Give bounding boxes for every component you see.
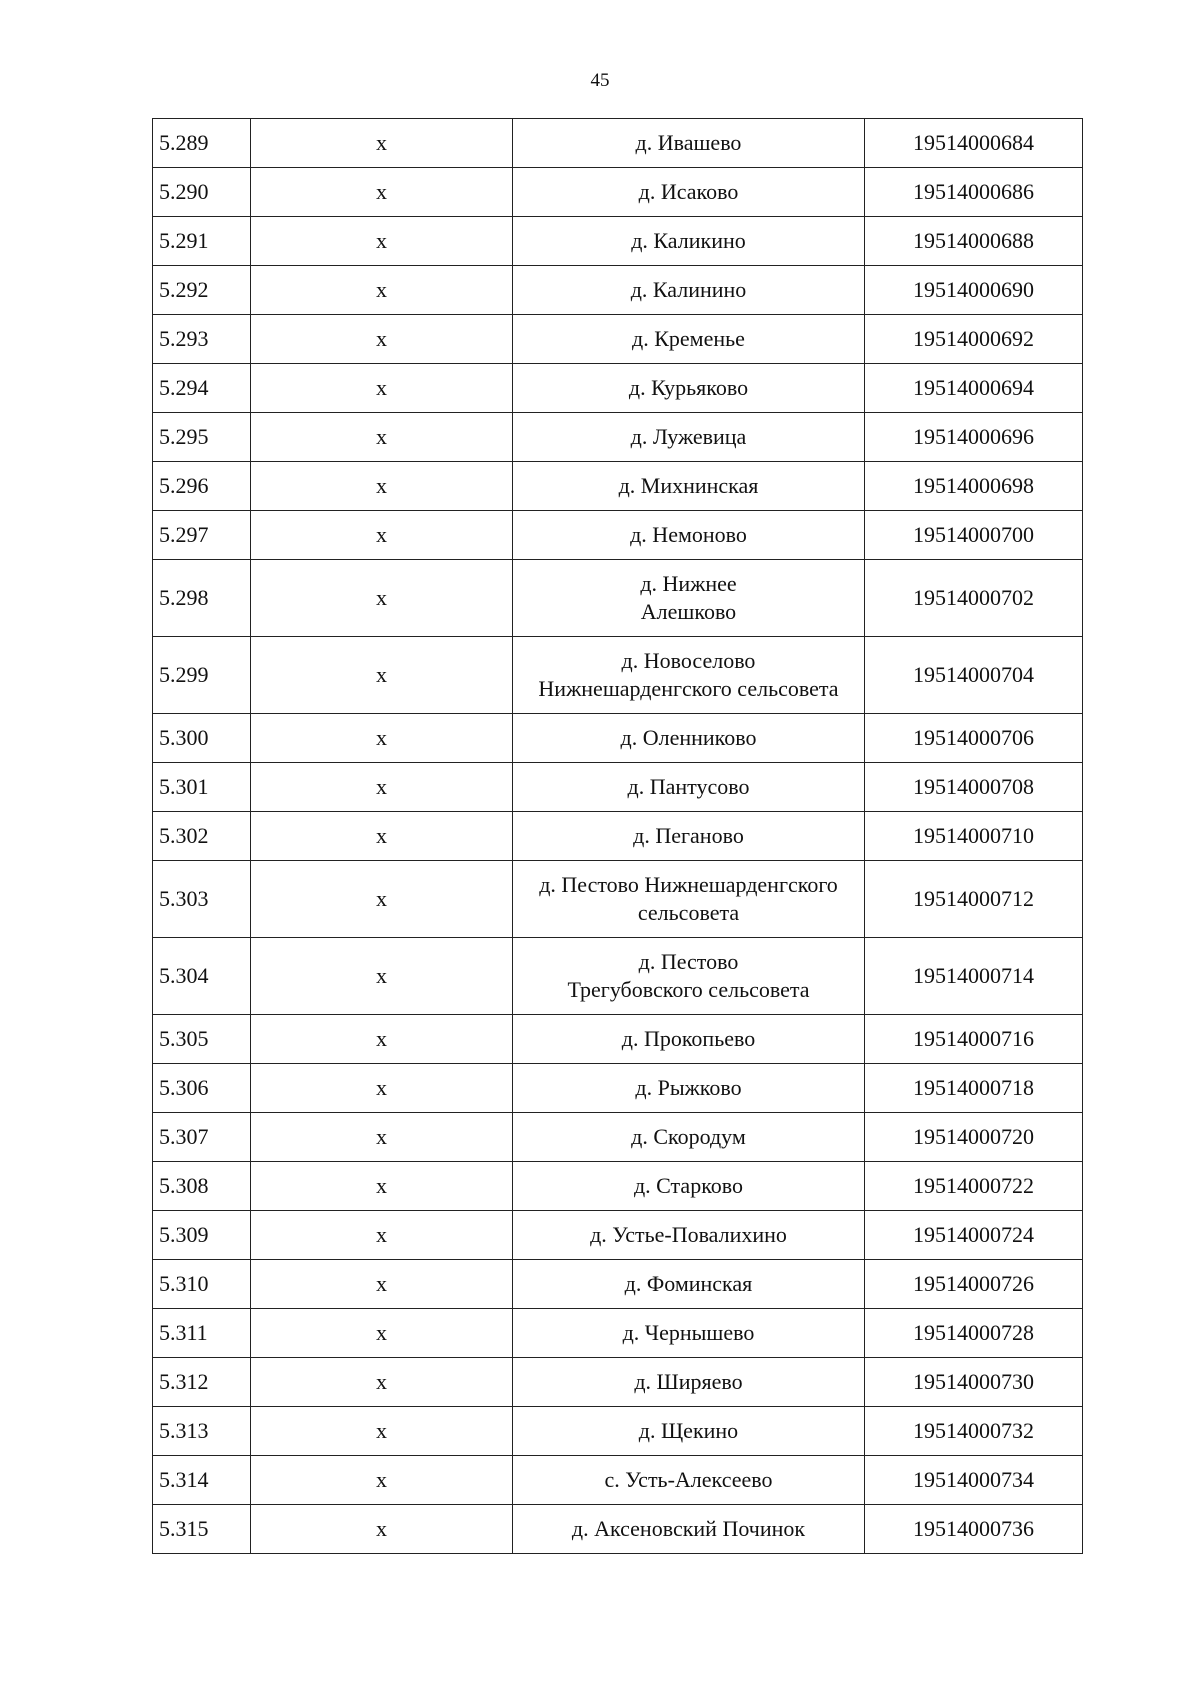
settlement-name-cell	[513, 1260, 865, 1309]
oktmo-code-cell: 19514000734	[865, 1456, 1083, 1505]
row-number-cell: 5.298	[153, 560, 251, 637]
mark-cell: x	[251, 1113, 513, 1162]
mark-cell: x	[251, 1260, 513, 1309]
settlement-name-cell	[513, 1113, 865, 1162]
oktmo-code-cell: 19514000706	[865, 714, 1083, 763]
oktmo-code-cell: 19514000700	[865, 511, 1083, 560]
oktmo-code-cell: 19514000722	[865, 1162, 1083, 1211]
table-row	[153, 714, 1083, 763]
settlement-name-cell	[513, 511, 865, 560]
oktmo-code-cell: 19514000720	[865, 1113, 1083, 1162]
mark-cell: x	[251, 637, 513, 714]
row-number-cell: 5.299	[153, 637, 251, 714]
oktmo-code-cell: 19514000718	[865, 1064, 1083, 1113]
table-row	[153, 1113, 1083, 1162]
table-row	[153, 413, 1083, 462]
settlement-name-cell	[513, 861, 865, 938]
oktmo-code-cell: 19514000714	[865, 938, 1083, 1015]
row-number-cell: 5.302	[153, 812, 251, 861]
settlement-name-cell	[513, 1456, 865, 1505]
mark-cell: x	[251, 1407, 513, 1456]
table-row	[153, 1505, 1083, 1554]
settlement-name-line: д. Кременье	[632, 326, 745, 351]
table-row	[153, 1162, 1083, 1211]
table-row	[153, 1211, 1083, 1260]
settlement-name-line: д. Пеганово	[633, 823, 744, 848]
row-number-cell: 5.308	[153, 1162, 251, 1211]
mark-cell: x	[251, 1211, 513, 1260]
table-row	[153, 364, 1083, 413]
settlement-name-cell	[513, 413, 865, 462]
mark-cell: x	[251, 861, 513, 938]
row-number-cell: 5.293	[153, 315, 251, 364]
row-number-cell: 5.303	[153, 861, 251, 938]
mark-cell: x	[251, 938, 513, 1015]
table-row	[153, 1456, 1083, 1505]
settlements-table	[152, 118, 1083, 1554]
settlement-name-cell	[513, 1358, 865, 1407]
settlement-name-cell	[513, 812, 865, 861]
settlement-name-line: д. Фоминская	[624, 1271, 753, 1296]
settlement-name-line: д. Нижнее	[640, 571, 737, 596]
oktmo-code-cell: 19514000692	[865, 315, 1083, 364]
mark-cell: x	[251, 462, 513, 511]
row-number-cell: 5.313	[153, 1407, 251, 1456]
settlement-name-cell	[513, 168, 865, 217]
row-number-cell: 5.297	[153, 511, 251, 560]
table-row	[153, 511, 1083, 560]
settlement-name-cell	[513, 1211, 865, 1260]
settlement-name-line: д. Калинино	[630, 277, 747, 302]
settlement-name-cell	[513, 1505, 865, 1554]
settlement-name-cell	[513, 763, 865, 812]
oktmo-code-cell: 19514000724	[865, 1211, 1083, 1260]
settlement-name-line: д. Пестово	[638, 949, 739, 974]
mark-cell: x	[251, 1456, 513, 1505]
row-number-cell: 5.301	[153, 763, 251, 812]
oktmo-code-cell: 19514000728	[865, 1309, 1083, 1358]
settlement-name-line: д. Пестово Нижнешарденгского	[539, 872, 838, 897]
oktmo-code-cell: 19514000690	[865, 266, 1083, 315]
mark-cell: x	[251, 217, 513, 266]
settlement-name-cell	[513, 1309, 865, 1358]
table-row	[153, 1015, 1083, 1064]
row-number-cell: 5.311	[153, 1309, 251, 1358]
settlement-name-line: д. Лужевица	[630, 424, 747, 449]
mark-cell: x	[251, 1505, 513, 1554]
row-number-cell: 5.312	[153, 1358, 251, 1407]
settlement-name-line: д. Устье-Повалихино	[590, 1222, 787, 1247]
table-row	[153, 763, 1083, 812]
settlements-table-body	[153, 119, 1083, 1554]
settlement-name-line: д. Аксеновский Починок	[571, 1516, 806, 1541]
mark-cell: x	[251, 560, 513, 637]
settlement-name-cell	[513, 1015, 865, 1064]
settlement-name-cell	[513, 714, 865, 763]
settlement-name-line: д. Михнинская	[618, 473, 759, 498]
settlement-name-cell	[513, 119, 865, 168]
settlement-name-line: д. Скородум	[631, 1124, 746, 1149]
mark-cell: x	[251, 1015, 513, 1064]
oktmo-code-cell: 19514000726	[865, 1260, 1083, 1309]
oktmo-code-cell: 19514000736	[865, 1505, 1083, 1554]
oktmo-code-cell: 19514000704	[865, 637, 1083, 714]
row-number-cell: 5.291	[153, 217, 251, 266]
settlement-name-line: сельсовета	[637, 900, 740, 925]
oktmo-code-cell: 19514000716	[865, 1015, 1083, 1064]
table-row	[153, 217, 1083, 266]
settlement-name-cell	[513, 560, 865, 637]
mark-cell: x	[251, 119, 513, 168]
row-number-cell: 5.300	[153, 714, 251, 763]
table-row	[153, 315, 1083, 364]
table-row	[153, 1064, 1083, 1113]
settlement-name-line: д. Исаково	[638, 179, 739, 204]
settlement-name-cell	[513, 938, 865, 1015]
row-number-cell: 5.304	[153, 938, 251, 1015]
mark-cell: x	[251, 413, 513, 462]
table-row	[153, 637, 1083, 714]
settlement-name-cell	[513, 462, 865, 511]
settlement-name-cell	[513, 266, 865, 315]
settlement-name-line: д. Пантусово	[627, 774, 750, 799]
settlement-name-line: д. Курьяково	[628, 375, 749, 400]
oktmo-code-cell: 19514000730	[865, 1358, 1083, 1407]
oktmo-code-cell: 19514000684	[865, 119, 1083, 168]
settlement-name-line: д. Старково	[633, 1173, 744, 1198]
oktmo-code-cell: 19514000694	[865, 364, 1083, 413]
mark-cell: x	[251, 1309, 513, 1358]
settlement-name-line: д. Чернышево	[622, 1320, 755, 1345]
table-row	[153, 812, 1083, 861]
settlement-name-cell	[513, 315, 865, 364]
table-row	[153, 1358, 1083, 1407]
settlement-name-cell	[513, 1064, 865, 1113]
settlement-name-line: д. Оленниково	[620, 725, 757, 750]
row-number-cell: 5.290	[153, 168, 251, 217]
table-row	[153, 266, 1083, 315]
mark-cell: x	[251, 1064, 513, 1113]
row-number-cell: 5.314	[153, 1456, 251, 1505]
oktmo-code-cell: 19514000708	[865, 763, 1083, 812]
settlement-name-line: д. Ивашево	[635, 130, 742, 155]
oktmo-code-cell: 19514000732	[865, 1407, 1083, 1456]
row-number-cell: 5.292	[153, 266, 251, 315]
settlement-name-cell	[513, 364, 865, 413]
row-number-cell: 5.309	[153, 1211, 251, 1260]
mark-cell: x	[251, 364, 513, 413]
row-number-cell: 5.289	[153, 119, 251, 168]
settlement-name-line: Алешково	[640, 599, 737, 624]
oktmo-code-cell: 19514000712	[865, 861, 1083, 938]
row-number-cell: 5.315	[153, 1505, 251, 1554]
mark-cell: x	[251, 812, 513, 861]
mark-cell: x	[251, 168, 513, 217]
mark-cell: x	[251, 1358, 513, 1407]
table-row	[153, 1407, 1083, 1456]
settlement-name-line: Трегубовского сельсовета	[567, 977, 810, 1002]
oktmo-code-cell: 19514000696	[865, 413, 1083, 462]
settlement-name-line: д. Каликино	[631, 228, 746, 253]
mark-cell: x	[251, 1162, 513, 1211]
mark-cell: x	[251, 315, 513, 364]
settlement-name-line: д. Немоново	[630, 522, 747, 547]
settlement-name-line: д. Щекино	[638, 1418, 739, 1443]
row-number-cell: 5.306	[153, 1064, 251, 1113]
mark-cell: x	[251, 714, 513, 763]
settlement-name-line: Нижнешарденгского сельсовета	[538, 676, 839, 701]
settlement-name-cell	[513, 1407, 865, 1456]
table-row	[153, 168, 1083, 217]
row-number-cell: 5.295	[153, 413, 251, 462]
table-row	[153, 1309, 1083, 1358]
oktmo-code-cell: 19514000702	[865, 560, 1083, 637]
oktmo-code-cell: 19514000710	[865, 812, 1083, 861]
oktmo-code-cell: 19514000686	[865, 168, 1083, 217]
mark-cell: x	[251, 266, 513, 315]
mark-cell: x	[251, 763, 513, 812]
page-number: 45	[590, 70, 610, 91]
settlement-name-cell	[513, 217, 865, 266]
row-number-cell: 5.294	[153, 364, 251, 413]
settlement-name-cell	[513, 637, 865, 714]
row-number-cell: 5.310	[153, 1260, 251, 1309]
mark-cell: x	[251, 511, 513, 560]
row-number-cell: 5.305	[153, 1015, 251, 1064]
oktmo-code-cell: 19514000698	[865, 462, 1083, 511]
row-number-cell: 5.296	[153, 462, 251, 511]
row-number-cell: 5.307	[153, 1113, 251, 1162]
settlement-name-cell	[513, 1162, 865, 1211]
table-row	[153, 462, 1083, 511]
table-row	[153, 861, 1083, 938]
table-row	[153, 938, 1083, 1015]
oktmo-code-cell: 19514000688	[865, 217, 1083, 266]
table-row	[153, 119, 1083, 168]
settlement-name-line: д. Рыжково	[635, 1075, 742, 1100]
settlement-name-line: д. Новоселово	[621, 648, 756, 673]
settlement-name-line: с. Усть-Алексеево	[604, 1467, 773, 1492]
settlement-name-line: д. Прокопьево	[621, 1026, 756, 1051]
table-row	[153, 1260, 1083, 1309]
settlement-name-line: д. Ширяево	[634, 1369, 743, 1394]
table-row	[153, 560, 1083, 637]
